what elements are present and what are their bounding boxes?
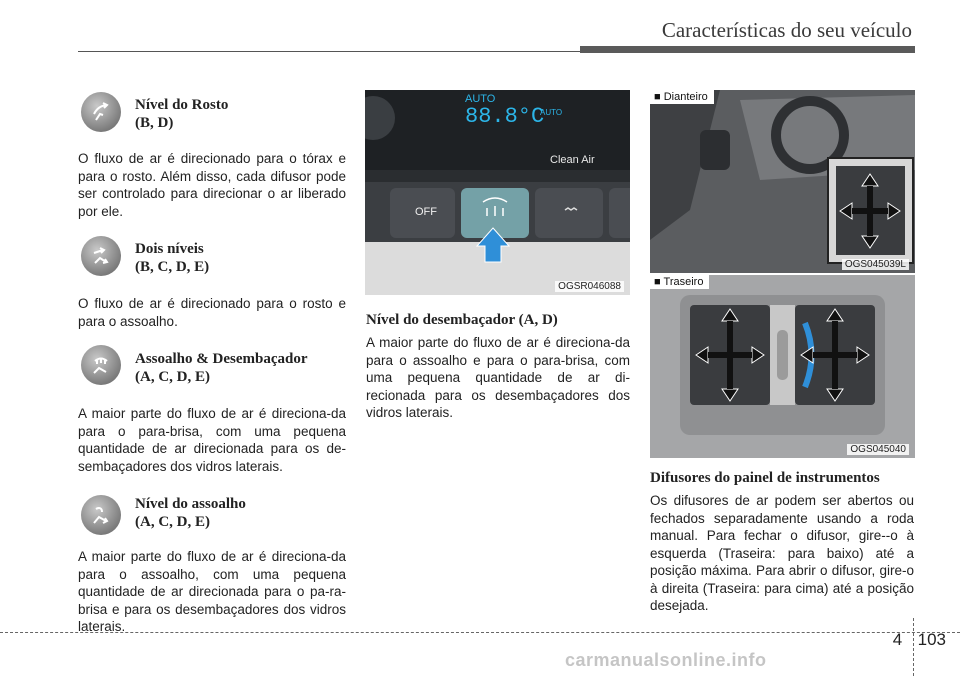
section-text-vents: Os difusores de ar podem ser abertos ou fechados separadamente usando a roda manual. Para fechar o difusor, gire--o à esquerda (Traseira: para baixo) até a posição máxima. Para abrir o difusor, gire-o à direita (Traseira: para cima) até a posição desejada. [650, 493, 914, 613]
section-title-defrost: Nível do desembaçador (A, D) [366, 312, 558, 328]
header-rule [78, 51, 583, 52]
clean-air-label: Clean Air [550, 154, 595, 166]
mode-title-floor: Nível do assoalho (A, C, D, E) [135, 496, 246, 530]
watermark-text: carmanualsonline.info [565, 650, 767, 670]
display-auto-label: AUTO [465, 93, 496, 105]
floor-level-icon [81, 495, 121, 535]
photo-code-panel: OGSR046088 [555, 281, 624, 292]
mode-title-face: Nível do Rosto (B, D) [135, 97, 229, 131]
page-header-title: Características do seu veículo [661, 18, 912, 42]
mode-text-bilevel: O fluxo de ar é direcionado para o rosto e para o assoalho. [78, 296, 346, 329]
section-text-defrost: A maior parte do fluxo de ar é direciona-da para o assoalho e para o para-brisa, com uma pequena quantidade de ar di-recionada para os desembaçadores dos vidros laterais. [366, 335, 630, 420]
mode-title-floor-defrost: Assoalho & Desembaçador (A, C, D, E) [135, 351, 308, 385]
header-bar [580, 46, 915, 53]
bi-level-icon [81, 236, 121, 276]
front-vent-photo [650, 90, 915, 273]
section-title-vents: Difusores do painel de instrumentos [650, 470, 880, 486]
mode-text-floor: A maior parte do fluxo de ar é direciona-da para o assoalho, com uma pequena quantidade de ar direcionada para o pa-ra-brisa e para os desembaçadores dos vidros laterais. [78, 549, 346, 634]
display-auto2-label: AUTO [540, 108, 563, 117]
face-level-icon [81, 92, 121, 132]
rear-vent-photo [650, 275, 915, 458]
off-button-label: OFF [415, 206, 437, 218]
mode-text-floor-defrost: A maior parte do fluxo de ar é direciona-da para o para-brisa, com uma pequena quantidade de ar direcionada para os de-sembaçadores dos vidros laterais. [78, 406, 346, 474]
display-temperature: 88.8°C [465, 104, 545, 129]
mode-title-bilevel: Dois níveis (B, C, D, E) [135, 241, 210, 275]
floor-defrost-icon [81, 345, 121, 385]
mode-text-face: O fluxo de ar é direcionado para o tórax e para o rosto. Além disso, cada difusor pode ser controlado para direcionar o ar liberado por ele. [78, 151, 346, 219]
page-number-value: 103 [917, 630, 946, 649]
climate-panel-photo [365, 90, 630, 295]
page-number [893, 630, 946, 650]
chapter-number: 4 [892, 630, 903, 649]
photo-code-rear: OGS045040 [847, 444, 909, 455]
rear-vent-tag: ■ Traseiro [650, 275, 709, 289]
footer-rule [0, 632, 960, 633]
front-vent-tag: ■ Dianteiro [650, 90, 714, 104]
photo-code-front: OGS045039L [842, 259, 909, 270]
